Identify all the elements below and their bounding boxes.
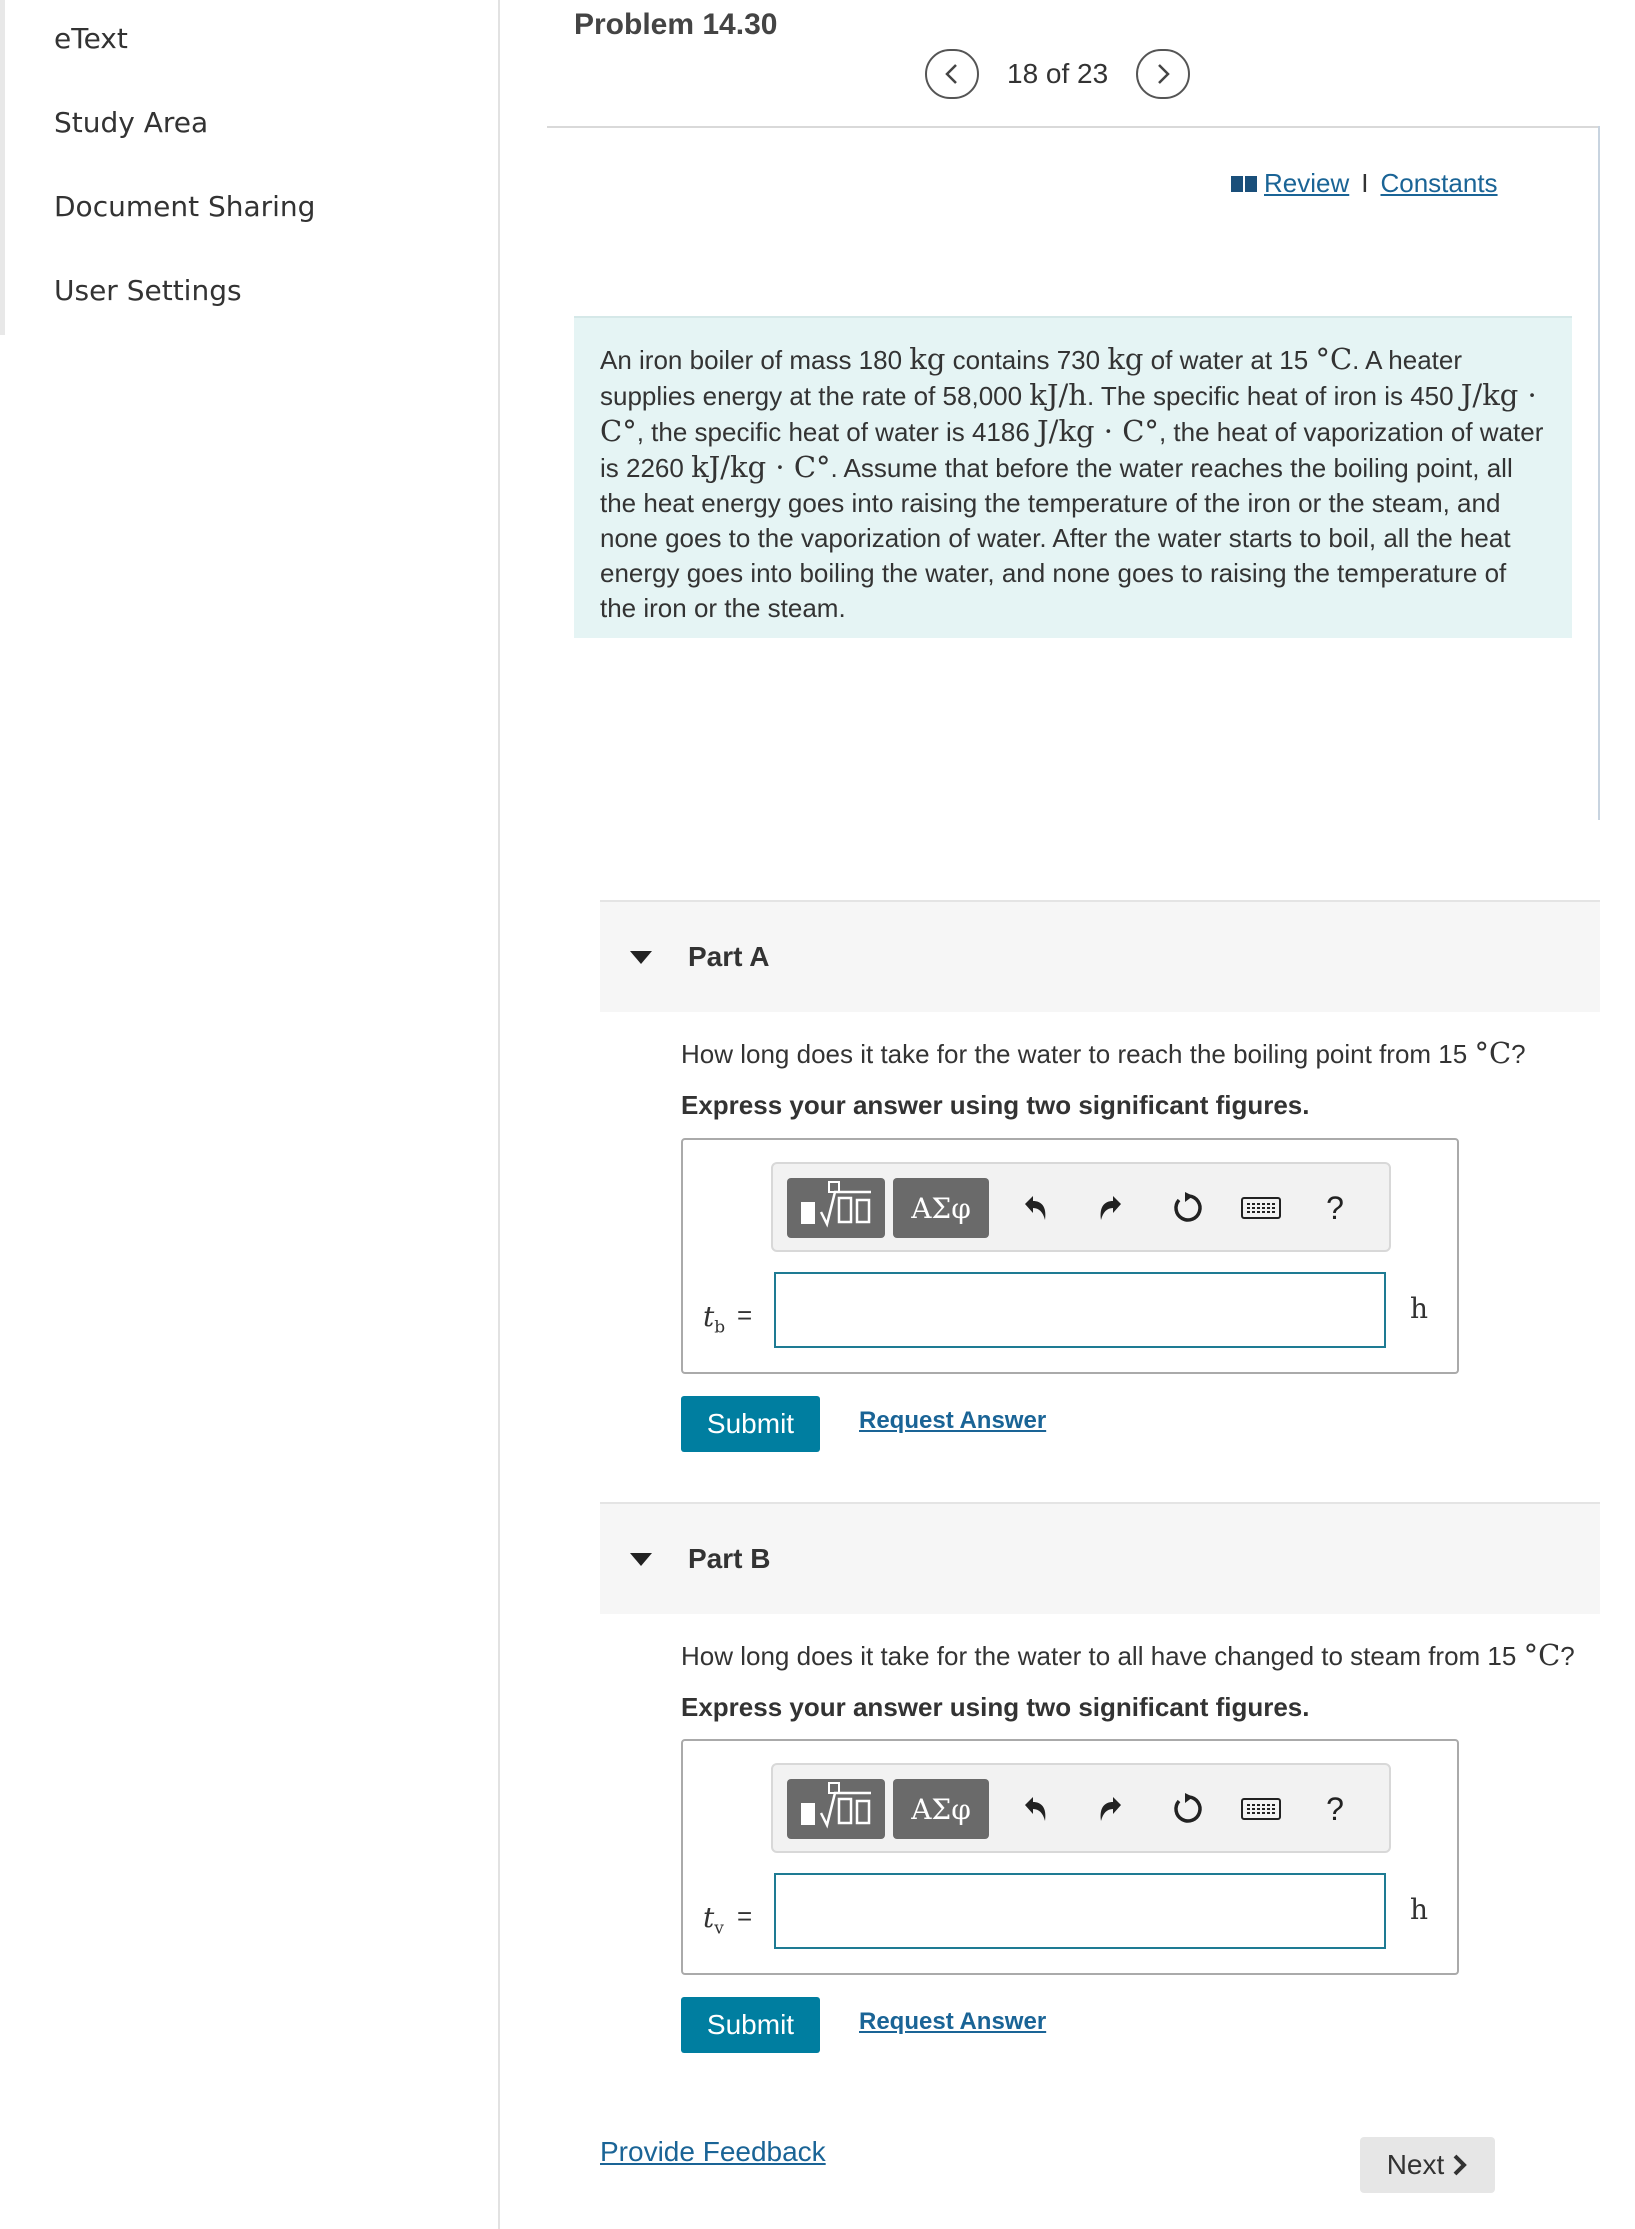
sidebar-item-study-area[interactable]: Study Area — [54, 106, 209, 139]
greek-symbols-button[interactable]: ΑΣφ — [893, 1178, 989, 1238]
part-b-answer-box — [681, 1739, 1459, 1975]
undo-icon[interactable] — [1013, 1186, 1057, 1230]
problem-text: An iron boiler of mass 180 kg contains 730 kg of water at 15 °C. A heater supplies energy at the rate of 58,000 kJ/h. The specific heat of iron is 450 J/kg · C°, the specific heat of water is 4186 J/kg · C°, the heat of vaporization of water is 2260 kJ/kg · C°. Assume that before the water reaches the boiling point, all the heat energy goes into raising the temperature of the iron or the steam, and none goes to the vaporization of water. After the water starts to boil, all the heat energy goes into boiling the water, and none goes to raising the temperature of the iron or the steam. — [600, 342, 1544, 623]
part-b-submit-button[interactable]: Submit — [681, 1997, 820, 2053]
next-button-label: Next — [1386, 2149, 1445, 2180]
chevron-left-icon — [942, 62, 962, 86]
part-b-question: How long does it take for the water to all have changed to steam from 15 °C? — [681, 1638, 1575, 1672]
part-a-submit-button[interactable]: Submit — [681, 1396, 820, 1452]
part-b-header[interactable] — [600, 1502, 1600, 1614]
part-a-label: Part A — [688, 941, 770, 972]
page-title: Problem 14.30 — [574, 8, 778, 41]
part-a-answer-box — [681, 1138, 1459, 1374]
greek-symbols-button[interactable]: ΑΣφ — [893, 1779, 989, 1839]
part-a-answer-input[interactable] — [774, 1272, 1386, 1348]
part-b-variable: $t_v$ — [703, 1901, 724, 1939]
part-a-question: How long does it take for the water to reach the boiling point from 15 °C? — [681, 1036, 1526, 1070]
keyboard-icon[interactable] — [1239, 1186, 1283, 1230]
sidebar-accent-bar — [0, 0, 5, 335]
previous-problem-button[interactable] — [925, 49, 979, 99]
pager-position: 18 of 23 — [1007, 58, 1109, 89]
problem-statement — [574, 316, 1572, 638]
undo-icon[interactable] — [1013, 1787, 1057, 1831]
part-a-variable: $t_b$ — [703, 1300, 726, 1338]
part-b-request-answer-link[interactable]: Request Answer — [859, 2008, 1047, 2035]
chevron-right-icon — [1153, 62, 1173, 86]
part-b-unit: h — [1410, 1893, 1429, 1926]
reset-icon[interactable] — [1165, 1186, 1209, 1230]
part-a-header[interactable] — [600, 900, 1600, 1012]
part-a-unit: h — [1410, 1292, 1429, 1325]
templates-button[interactable] — [787, 1779, 885, 1839]
math-toolbar — [771, 1162, 1391, 1252]
part-b-answer-input[interactable] — [774, 1873, 1386, 1949]
template-icon — [787, 1779, 885, 1839]
caret-down-icon — [630, 1553, 652, 1566]
template-icon — [787, 1178, 885, 1238]
part-b-instruction: Express your answer using two significant figures. — [681, 1692, 1310, 1722]
next-button[interactable] — [1360, 2137, 1495, 2193]
review-link[interactable]: Review — [1264, 168, 1350, 198]
constants-link[interactable]: Constants — [1380, 168, 1498, 198]
part-a-equals: = — [737, 1300, 753, 1330]
pager — [925, 48, 1190, 100]
link-separator: I — [1361, 168, 1369, 198]
caret-down-icon — [630, 951, 652, 964]
reset-icon[interactable] — [1165, 1787, 1209, 1831]
part-b-equals: = — [737, 1901, 753, 1931]
help-icon[interactable]: ? — [1326, 1189, 1344, 1226]
sidebar-item-document-sharing[interactable]: Document Sharing — [54, 190, 316, 223]
redo-icon[interactable] — [1089, 1186, 1133, 1230]
sidebar-item-etext[interactable]: eText — [54, 22, 128, 55]
next-problem-button[interactable] — [1136, 49, 1190, 99]
keyboard-icon[interactable] — [1239, 1787, 1283, 1831]
math-toolbar — [771, 1763, 1391, 1853]
book-icon — [1230, 174, 1258, 194]
sidebar-item-user-settings[interactable]: User Settings — [54, 274, 242, 307]
redo-icon[interactable] — [1089, 1787, 1133, 1831]
content-right-rule — [1598, 126, 1600, 820]
sidebar — [0, 0, 500, 2229]
help-icon[interactable]: ? — [1326, 1790, 1344, 1827]
review-constants-links — [1230, 168, 1498, 199]
templates-button[interactable] — [787, 1178, 885, 1238]
part-a-instruction: Express your answer using two significant figures. — [681, 1090, 1310, 1120]
provide-feedback-link[interactable]: Provide Feedback — [600, 2136, 826, 2167]
part-a-request-answer-link[interactable]: Request Answer — [859, 1407, 1047, 1434]
part-b-label: Part B — [688, 1543, 771, 1574]
header-divider — [547, 126, 1600, 128]
chevron-right-icon — [1452, 2153, 1468, 2177]
